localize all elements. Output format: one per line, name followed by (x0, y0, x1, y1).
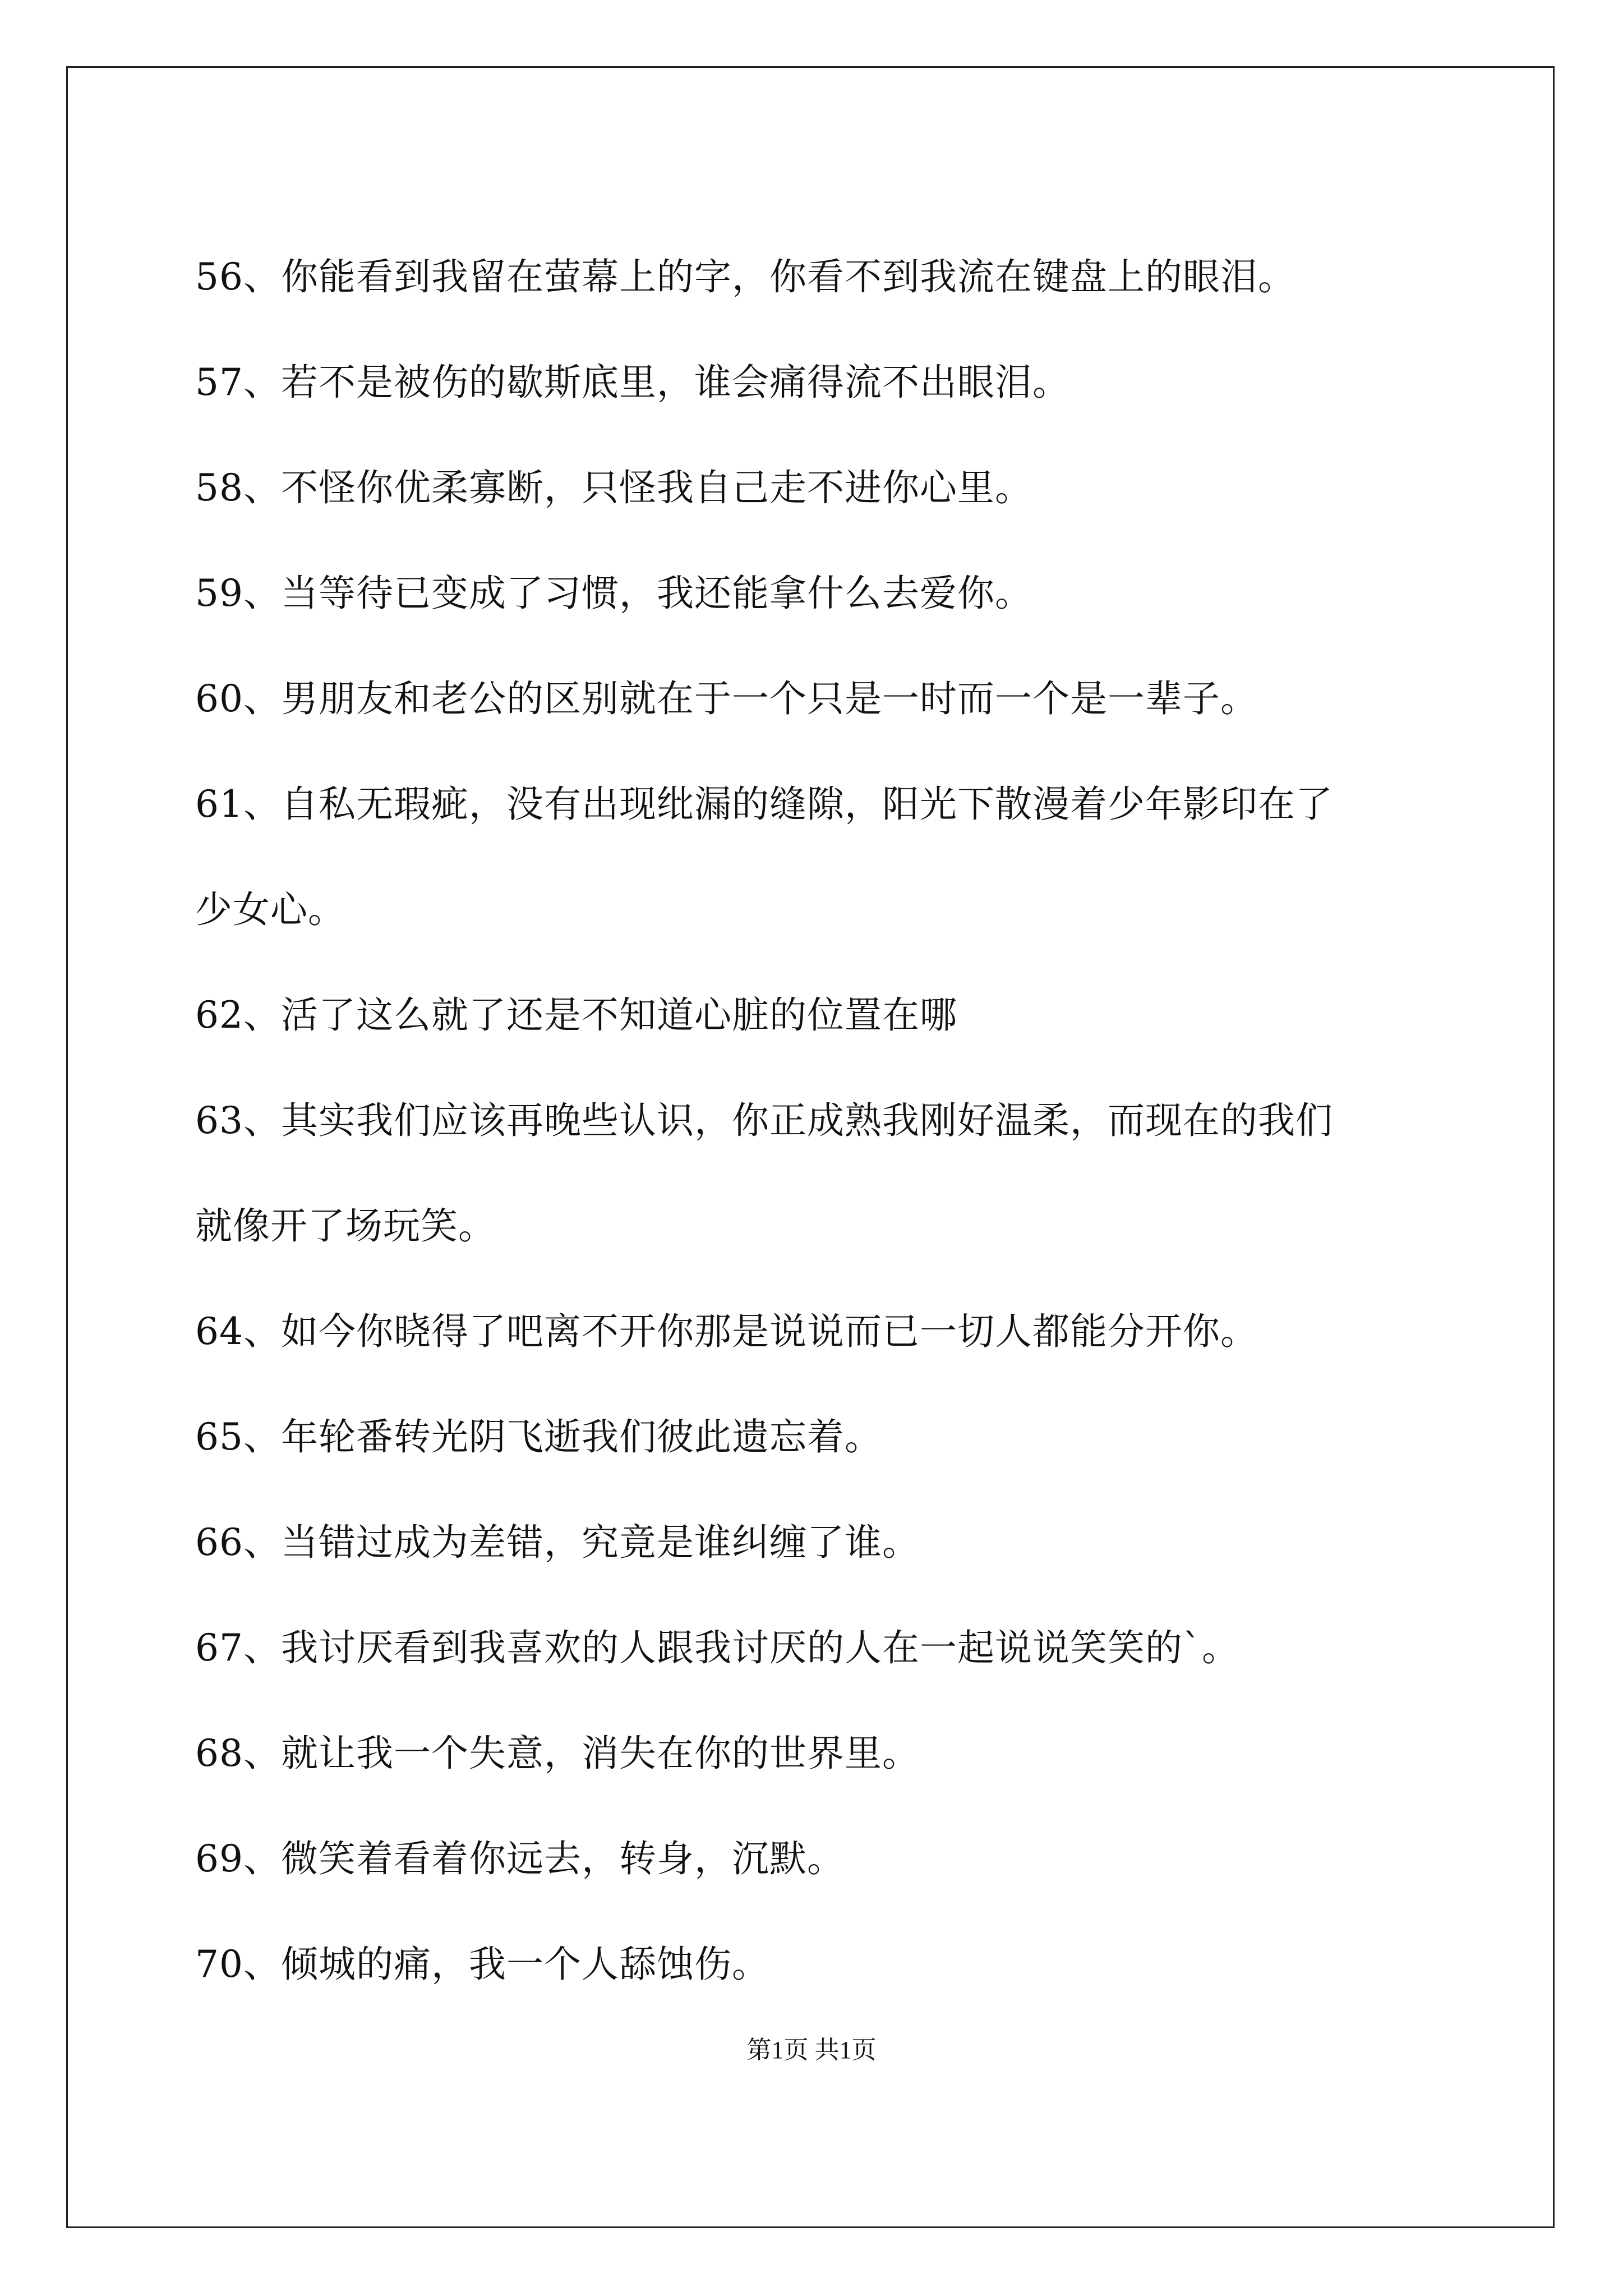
text-line: 63、其实我们应该再晚些认识，你正成熟我刚好温柔，而现在的我们 (195, 1099, 1333, 1142)
text-line: 68、就让我一个失意，消失在你的世界里。 (195, 1732, 920, 1775)
document-body (195, 224, 1457, 2017)
text-line: 67、我讨厌看到我喜欢的人跟我讨厌的人在一起说说笑笑的`。 (195, 1626, 1239, 1669)
text-line: 64、如今你晓得了吧离不开你那是说说而已一切人都能分开你。 (195, 1310, 1258, 1353)
text-line: 就像开了场玩笑。 (195, 1204, 496, 1248)
text-line: 56、你能看到我留在萤幕上的字，你看不到我流在键盘上的眼泪。 (195, 255, 1295, 298)
text-line: 少女心。 (195, 888, 345, 931)
text-line: 65、年轮番转光阴飞逝我们彼此遗忘着。 (195, 1415, 882, 1458)
text-line: 57、若不是被伤的歇斯底里，谁会痛得流不出眼泪。 (195, 361, 1070, 404)
text-line: 61、自私无瑕疵，没有出现纰漏的缝隙，阳光下散漫着少年影印在了 (195, 783, 1333, 826)
text-line: 59、当等待已变成了习惯，我还能拿什么去爱你。 (195, 572, 1032, 615)
text-line: 60、男朋友和老公的区别就在于一个只是一时而一个是一辈子。 (195, 677, 1258, 720)
page-number-footer: 第1页 共1页 (746, 2036, 877, 2064)
text-line: 66、当错过成为差错，究竟是谁纠缠了谁。 (195, 1521, 920, 1564)
text-line: 62、活了这么就了还是不知道心脏的位置在哪 (195, 993, 957, 1037)
text-line: 70、倾城的痛，我一个人舔蚀伤。 (195, 1943, 769, 1986)
text-line: 58、不怪你优柔寡断，只怪我自己走不进你心里。 (195, 466, 1032, 509)
text-line: 69、微笑着看着你远去，转身，沉默。 (195, 1837, 845, 1880)
